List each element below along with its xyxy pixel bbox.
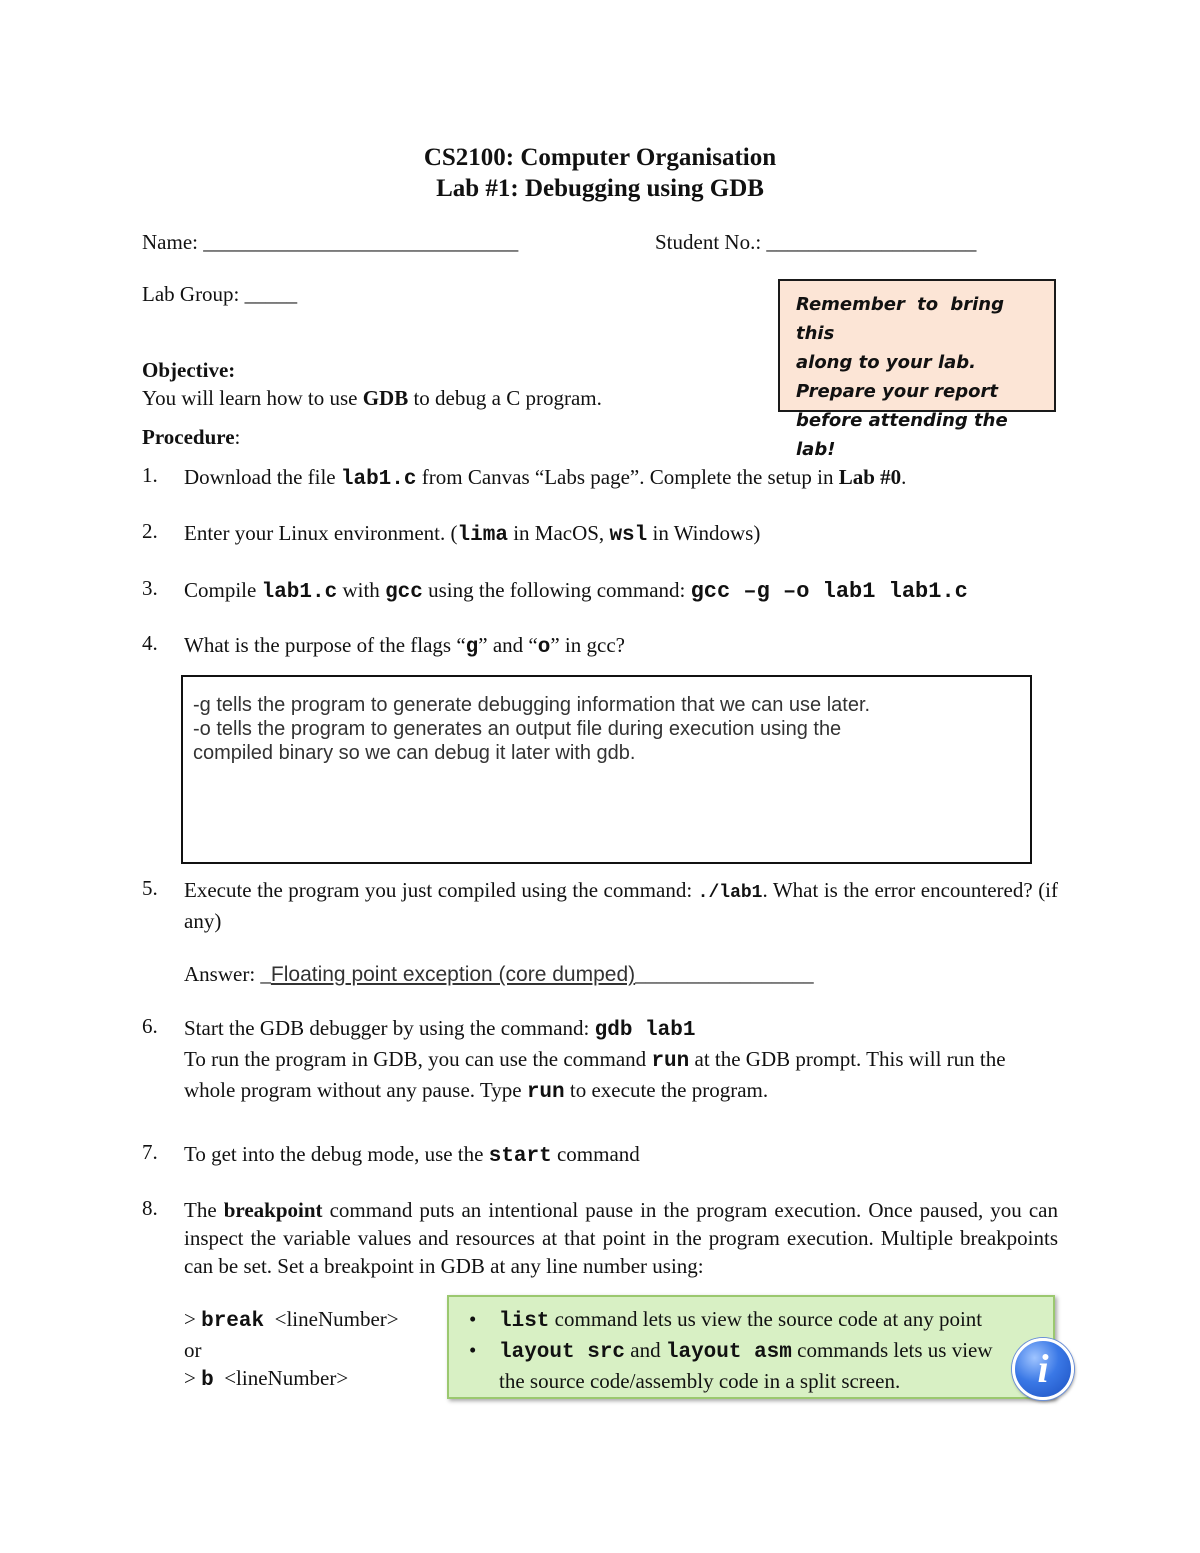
hint-list bbox=[463, 1305, 1039, 1396]
name-blank: ______________________________ bbox=[203, 230, 519, 254]
step-6-body bbox=[184, 1045, 1044, 1107]
code-lab1-c: lab1.c bbox=[340, 468, 417, 491]
step-4 bbox=[184, 631, 1058, 662]
code-layout-asm: layout asm bbox=[665, 1341, 792, 1364]
step-text: command bbox=[551, 1142, 640, 1166]
student-no-blank: ____________________ bbox=[766, 230, 977, 254]
step-6 bbox=[184, 1014, 1058, 1107]
hint-item bbox=[463, 1305, 1039, 1336]
lab0-ref: Lab #0 bbox=[838, 465, 902, 489]
prompt-symbol: > bbox=[184, 1307, 202, 1331]
answer-value: Floating point exception (core dumped) bbox=[270, 963, 636, 986]
objective-text bbox=[142, 386, 602, 411]
step-text: to execute the program. bbox=[564, 1078, 769, 1102]
answer-line: -o tells the program to generates an output file during execution using the bbox=[193, 718, 842, 740]
objective-text-part: to debug a C program. bbox=[408, 386, 602, 410]
reminder-line: Remember to bring this bbox=[796, 294, 1004, 344]
name-label: Name: bbox=[142, 230, 198, 254]
step-number: 5. bbox=[142, 876, 158, 900]
hint-box bbox=[447, 1295, 1055, 1399]
reminder-line: before attending the lab! bbox=[796, 410, 1008, 460]
code-b: b bbox=[201, 1369, 214, 1392]
line-number-arg: <lineNumber> bbox=[274, 1307, 399, 1331]
lab-group-blank: _____ bbox=[244, 282, 298, 306]
name-field bbox=[142, 230, 518, 255]
or-text: or bbox=[184, 1338, 202, 1362]
page-subtitle: Lab #1: Debugging using GDB bbox=[436, 175, 764, 202]
step-number: 3. bbox=[142, 576, 158, 600]
step-text: in MacOS, bbox=[507, 521, 610, 545]
objective-text-part: You will learn how to use bbox=[142, 386, 363, 410]
step-text: at the GDB prompt. This will run the whole program without any pause. Type bbox=[184, 1047, 1006, 1102]
code-list: list bbox=[499, 1310, 550, 1333]
step-text: Download the file bbox=[184, 465, 341, 489]
step-text: Enter your Linux environment. ( bbox=[184, 521, 458, 545]
answer-textbox[interactable] bbox=[181, 675, 1032, 864]
prompt-symbol: > bbox=[184, 1366, 202, 1390]
step-number: 4. bbox=[142, 631, 158, 655]
step-text: command puts an intentional pause in the program execution. Once paused, you can inspect the variable values and resources at that point in the program execution. Multiple breakpoints can be set. Set a breakpoint in GDB at any line number using: bbox=[184, 1198, 1058, 1278]
answer-label: Answer: bbox=[184, 962, 261, 986]
code-wsl: wsl bbox=[609, 524, 648, 547]
reminder-line: along to your lab. bbox=[796, 352, 976, 373]
step-number: 6. bbox=[142, 1014, 158, 1038]
hint-item bbox=[463, 1336, 1039, 1396]
step-number: 8. bbox=[142, 1196, 158, 1220]
code-g-flag: g bbox=[465, 636, 479, 659]
step-5-answer bbox=[184, 960, 1058, 989]
step-text: The bbox=[184, 1198, 224, 1222]
code-start: start bbox=[488, 1145, 552, 1168]
lab-group-label: Lab Group: bbox=[142, 282, 240, 306]
procedure-heading-colon: : bbox=[234, 425, 241, 449]
code-layout-src: layout src bbox=[499, 1341, 626, 1364]
hint-text: and bbox=[625, 1338, 666, 1362]
step-text: Execute the program you just compiled using the command: bbox=[184, 878, 698, 902]
code-lima: lima bbox=[457, 524, 508, 547]
step-text: ” in gcc? bbox=[550, 633, 625, 657]
hint-text: command lets us view the source code at any point bbox=[549, 1307, 983, 1331]
step-1 bbox=[184, 463, 1058, 494]
answer-line: compiled binary so we can debug it later with gdb. bbox=[193, 742, 636, 764]
code-lab1-c: lab1.c bbox=[261, 581, 338, 604]
bullet-icon: • bbox=[469, 1338, 477, 1362]
page-title: CS2100: Computer Organisation bbox=[423, 144, 777, 171]
step-5 bbox=[184, 876, 1058, 935]
step-6-line1 bbox=[184, 1014, 1058, 1045]
break-syntax-line bbox=[184, 1305, 399, 1336]
code-gcc: gcc bbox=[385, 581, 423, 604]
step-text: ” and “ bbox=[478, 633, 538, 657]
code-run: run bbox=[526, 1081, 565, 1104]
step-text: in Windows) bbox=[647, 521, 761, 545]
step-text: Compile bbox=[184, 578, 262, 602]
step-text: Start the GDB debugger by using the command: bbox=[184, 1016, 595, 1040]
code-o-flag: o bbox=[537, 636, 551, 659]
procedure-heading-bold: Procedure bbox=[142, 425, 235, 449]
breakpoint-term: breakpoint bbox=[223, 1198, 323, 1222]
answer-underline: _ bbox=[260, 962, 271, 986]
step-text: To get into the debug mode, use the bbox=[184, 1142, 489, 1166]
code-gdb-lab1: gdb lab1 bbox=[594, 1019, 696, 1042]
code-break: break bbox=[201, 1310, 265, 1333]
line-number-arg: <lineNumber> bbox=[224, 1366, 349, 1390]
hint-text: commands lets us view the source code/assembly code in a split screen. bbox=[499, 1338, 993, 1393]
step-2 bbox=[184, 519, 1058, 550]
step-7 bbox=[184, 1140, 1058, 1171]
code-compile-command: gcc –g –o lab1 lab1.c bbox=[690, 579, 968, 604]
breakpoint-syntax bbox=[184, 1305, 399, 1395]
step-text: . What is the error encountered? (if any) bbox=[184, 878, 1059, 933]
step-text: . bbox=[901, 465, 907, 489]
bullet-icon: • bbox=[469, 1307, 477, 1331]
objective-heading: Objective: bbox=[142, 358, 236, 382]
step-text: with bbox=[337, 578, 386, 602]
objective-gdb: GDB bbox=[362, 386, 409, 410]
student-no-label: Student No.: bbox=[655, 230, 762, 254]
step-8 bbox=[184, 1196, 1058, 1280]
code-run: run bbox=[651, 1050, 690, 1073]
lab-group-field bbox=[142, 282, 297, 307]
reminder-line: Prepare your report bbox=[796, 381, 998, 402]
b-syntax-line bbox=[184, 1364, 399, 1395]
step-text: What is the purpose of the flags “ bbox=[184, 633, 466, 657]
reminder-box bbox=[778, 279, 1056, 460]
answer-underline: _________________ bbox=[635, 962, 814, 986]
student-no-field bbox=[655, 230, 976, 255]
step-3 bbox=[184, 576, 1058, 607]
step-text: from Canvas “Labs page”. Complete the setup in bbox=[416, 465, 839, 489]
step-number: 2. bbox=[142, 519, 158, 543]
procedure-heading bbox=[142, 425, 240, 450]
step-text: using the following command: bbox=[422, 578, 691, 602]
step-number: 7. bbox=[142, 1140, 158, 1164]
code-run-lab1: ./lab1 bbox=[697, 883, 763, 903]
step-text: To run the program in GDB, you can use the command bbox=[184, 1047, 652, 1071]
step-number: 1. bbox=[142, 463, 158, 487]
info-icon: i bbox=[1012, 1338, 1074, 1400]
answer-line: -g tells the program to generate debugging information that we can use later. bbox=[193, 694, 871, 716]
